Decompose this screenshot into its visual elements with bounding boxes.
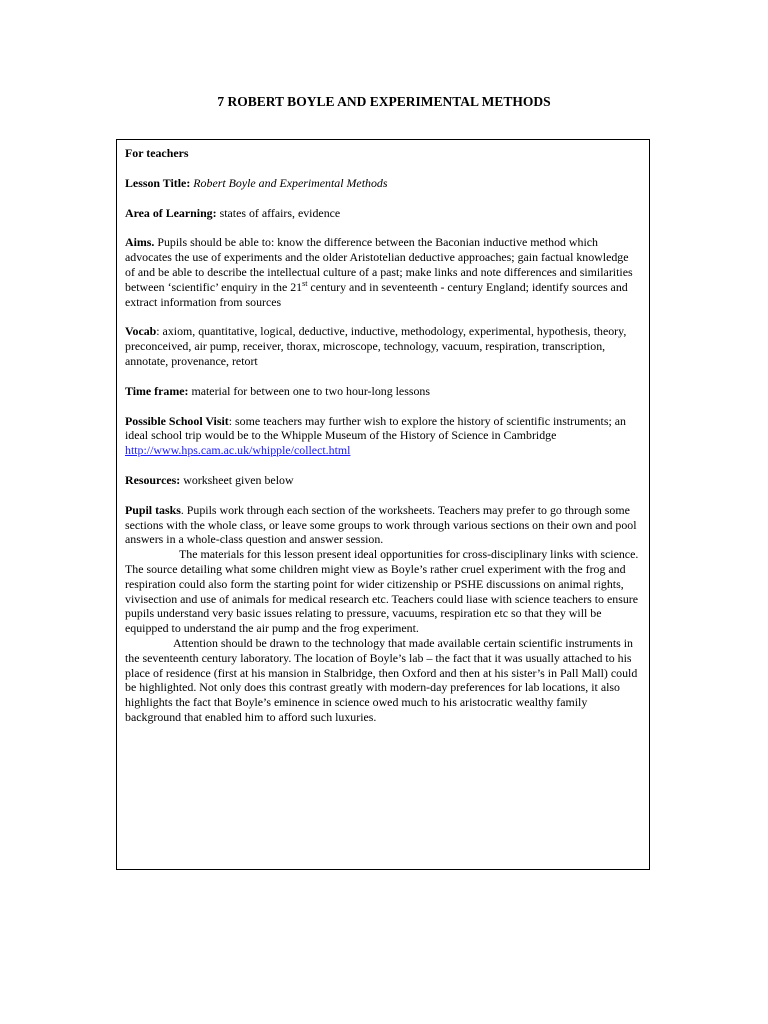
for-teachers-label: For teachers: [125, 146, 189, 160]
lesson-title-row: [125, 176, 640, 191]
cross-disciplinary-paragraph: The materials for this lesson present ideal opportunities for cross-disciplinary links with science. The source detailing what some children might view as Boyle’s rather cruel experiment with the frog and respiration could also form the starting point for wider citizenship or PSHE discussions on animal rights, vivisection and use of animals for medical research etc. Teachers could liase with science teachers to ensure pupils understand very basic issues relating to pressure, vacuums, respiration etc so that they will be equipped to understand the air pump and the frog experiment.: [125, 547, 639, 636]
resources-value: worksheet given below: [180, 472, 294, 487]
time-frame-value: material for between one to two hour-long lessons: [188, 383, 430, 398]
technology-paragraph: Attention should be drawn to the technology that made available certain scientific instruments in the seventeenth century laboratory. The location of Boyle’s lab – the fact that it was usually attached to his place of residence (first at his mansion in Stalbridge, then Oxford and then at his sister’s in Pall Mall) could be highlighted. Not only does this contrast greatly with modern-day preferences for lab locations, it also highlights the fact that Boyle’s eminence in science owed much to his aristocratic wealthy family background that enabled him to afford such luxuries.: [125, 635, 638, 724]
pupil-tasks-paragraph: [125, 503, 640, 547]
aims-superscript: st: [302, 278, 308, 288]
pupil-tasks-section: [125, 503, 640, 725]
aims-text-after: century and in seventeenth - century England; identify sources and extract information from sources: [125, 279, 628, 309]
school-visit-paragraph: [125, 414, 640, 458]
pupil-tasks-text: . Pupils work through each section of the worksheets. Teachers may prefer to go through some sections with the whole class, or leave some groups to work through various sections on their own and pool answers in a whole-class question and answer session.: [125, 502, 637, 547]
time-frame-label: Time frame:: [125, 383, 189, 398]
area-of-learning-value: states of affairs, evidence: [219, 205, 341, 220]
whipple-museum-link[interactable]: http://www.hps.cam.ac.uk/whipple/collect.html: [125, 443, 351, 458]
teacher-info-content: [125, 146, 640, 725]
vocab-value: : axiom, quantitative, logical, deductive, inductive, methodology, experimental, hypothesis, theory, preconceived, air pump, receiver, thorax, microscope, technology, vacuum, respiration, transcription, annotate, provenance, retort: [125, 324, 627, 368]
for-teachers-heading: [125, 146, 640, 161]
time-frame-row: [125, 384, 640, 399]
teacher-info-box: [116, 139, 650, 870]
aims-text-before: Pupils should be able to: know the difference between the Baconian inductive method which advocates the use of experiments and the older Aristotelian deductive approaches; gain factual knowledge of and be able to describe the intellectual culture of a past; make links and note differences and similarities between ‘scientific’ enquiry in the 21: [125, 235, 633, 294]
area-of-learning-label: Area of Learning:: [125, 205, 217, 220]
aims-label: Aims.: [125, 235, 155, 250]
resources-label: Resources:: [125, 472, 181, 487]
pupil-tasks-label: Pupil tasks: [125, 502, 181, 517]
vocab-paragraph: [125, 324, 640, 368]
school-visit-text: : some teachers may further wish to explore the history of scientific instruments; an ideal school trip would be to the Whipple Museum of the History of Science in Cambridge: [125, 413, 626, 443]
vocab-label: Vocab: [125, 324, 157, 339]
aims-paragraph: [125, 235, 640, 309]
resources-row: [125, 473, 640, 488]
area-of-learning-row: [125, 206, 640, 221]
lesson-title-value: Robert Boyle and Experimental Methods: [193, 175, 388, 190]
page-title: 7 ROBERT BOYLE AND EXPERIMENTAL METHODS: [217, 94, 551, 109]
lesson-title-label: Lesson Title:: [125, 175, 191, 190]
school-visit-label: Possible School Visit: [125, 413, 229, 428]
